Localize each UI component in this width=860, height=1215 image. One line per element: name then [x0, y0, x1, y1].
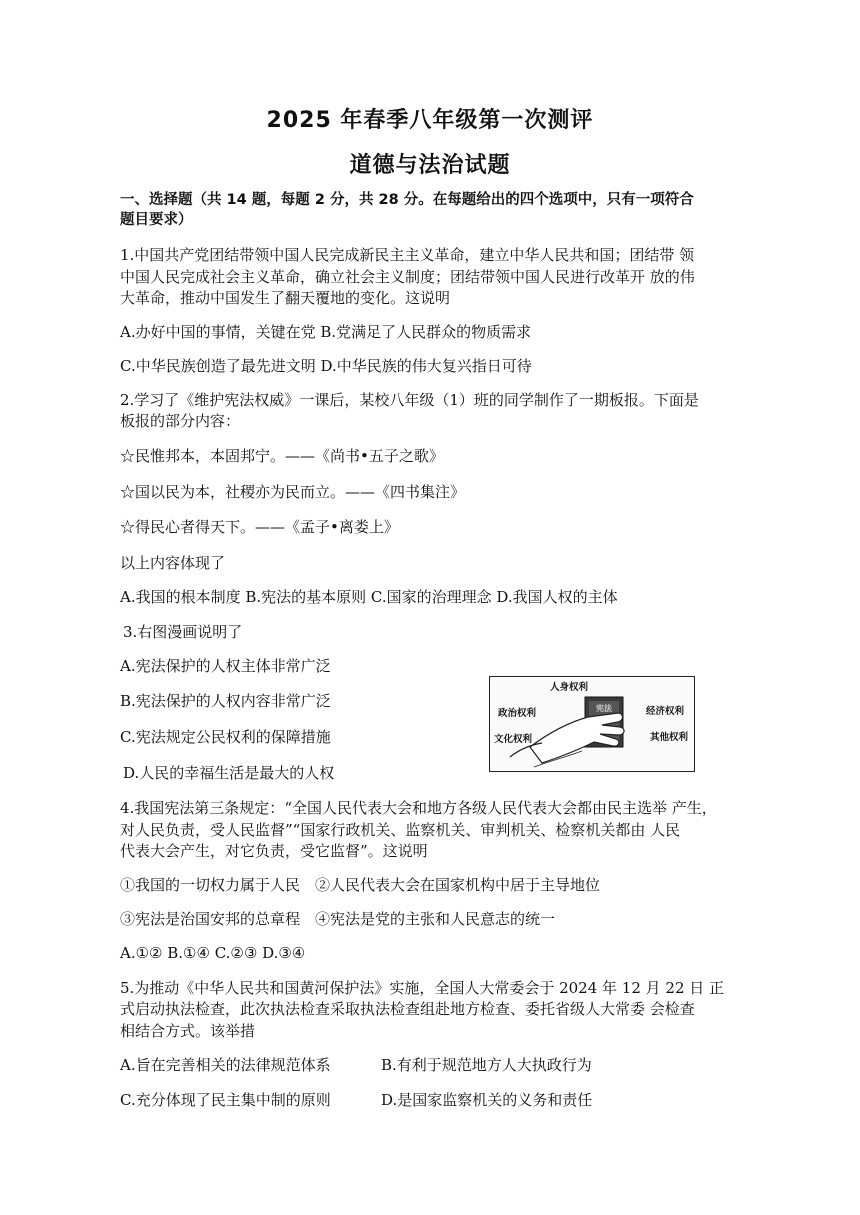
- figure-label-other-rights: 其他权利: [650, 732, 689, 743]
- q1-stem-line1: 1.中国共产党团结带领中国人民完成新民主主义革命，建立中华人民共和国；团结带 领: [120, 246, 695, 264]
- q5-stem-line1: 5.为推动《中华人民共和国黄河保护法》实施，全国人大常委会于 2024 年 12 月 22 日 正: [120, 979, 725, 997]
- figure-label-political-rights: 政治权利: [498, 708, 537, 719]
- q5-option-b: B.有利于规范地方人大执政行为: [381, 1056, 592, 1074]
- q2-quote-1: ☆民惟邦本，本固邦宁。——《尚书•五子之歌》: [120, 447, 444, 465]
- figure-label-personal-rights: 人身权利: [550, 682, 589, 693]
- q5-option-a: A.旨在完善相关的法律规范体系: [120, 1056, 331, 1074]
- q3-option-d: D.人民的幸福生活是最大的人权: [123, 764, 335, 782]
- q3-option-b: B.宪法保护的人权内容非常广泛: [120, 692, 331, 710]
- figure-label-cultural-rights: 文化权利: [494, 734, 533, 745]
- q4-statements-34: ③宪法是治国安邦的总章程 ④宪法是党的主张和人民意志的统一: [120, 910, 556, 928]
- q4-stem-line3: 代表大会产生，对它负责，受它监督”。这说明: [120, 842, 428, 860]
- q4-statements-12: ①我国的一切权力属于人民 ②人民代表大会在国家机构中居于主导地位: [120, 876, 601, 894]
- q4-stem-line2: 对人民负责，受人民监督”“国家行政机关、监察机关、审判机关、检察机关都由 人民: [120, 821, 681, 839]
- q4-stem-line1: 4.我国宪法第三条规定：“全国人民代表大会和地方各级人民代表大会都由民主选举 产生，: [120, 799, 717, 817]
- q1-options-ab: A.办好中国的事情，关键在党 B.党满足了人民群众的物质需求: [120, 323, 532, 341]
- q3-cartoon-figure: [489, 676, 695, 772]
- q2-quote-3: ☆得民心者得天下。——《孟子•离娄上》: [120, 518, 399, 536]
- q2-stem-line1: 2.学习了《维护宪法权威》一课后，某校八年级（1）班的同学制作了一期板报。下面是: [120, 391, 699, 409]
- q2-options: A.我国的根本制度 B.宪法的基本原则 C.国家的治理理念 D.我国人权的主体: [120, 588, 618, 606]
- q1-options-cd: C.中华民族创造了最先进文明 D.中华民族的伟大复兴指日可待: [120, 357, 532, 375]
- q5-stem-line2: 式启动执法检查，此次执法检查采取执法检查组赴地方检查、委托省级人大常委 会检查: [120, 1000, 695, 1018]
- q2-stem-line3: 以上内容体现了: [120, 554, 226, 572]
- q2-stem-line2: 板报的部分内容：: [120, 412, 241, 430]
- section-heading: 一、选择题（共 14 题，每题 2 分，共 28 分。在每题给出的四个选项中，只有一项符合: [120, 192, 694, 208]
- q5-option-d: D.是国家监察机关的义务和责任: [381, 1091, 593, 1109]
- exam-title: 2025 年春季八年级第一次测评: [266, 108, 594, 133]
- q1-stem-line3: 大革命，推动中国发生了翻天覆地的变化。这说明: [120, 289, 451, 307]
- q3-option-a: A.宪法保护的人权主体非常广泛: [120, 657, 331, 675]
- q1-stem-line2: 中国人民完成社会主义革命，确立社会主义制度；团结带领中国人民进行改革开 放的伟: [120, 268, 695, 286]
- q5-option-c: C.充分体现了民主集中制的原则: [120, 1091, 331, 1109]
- figure-label-economic-rights: 经济权利: [646, 706, 685, 717]
- q3-option-c: C.宪法规定公民权利的保障措施: [120, 728, 331, 746]
- q4-options: A.①② B.①④ C.②③ D.③④: [120, 944, 306, 962]
- figure-book-label: 宪法: [596, 704, 612, 713]
- exam-subtitle: 道德与法治试题: [349, 153, 511, 178]
- cartoon-hand-book-icon: [490, 677, 694, 771]
- q2-quote-2: ☆国以民为本，社稷亦为民而立。——《四书集注》: [120, 483, 466, 501]
- q3-stem: 3.右图漫画说明了: [123, 623, 243, 641]
- q5-stem-line3: 相结合方式。该举措: [120, 1022, 256, 1040]
- section-heading-cont: 题目要求）: [120, 212, 193, 228]
